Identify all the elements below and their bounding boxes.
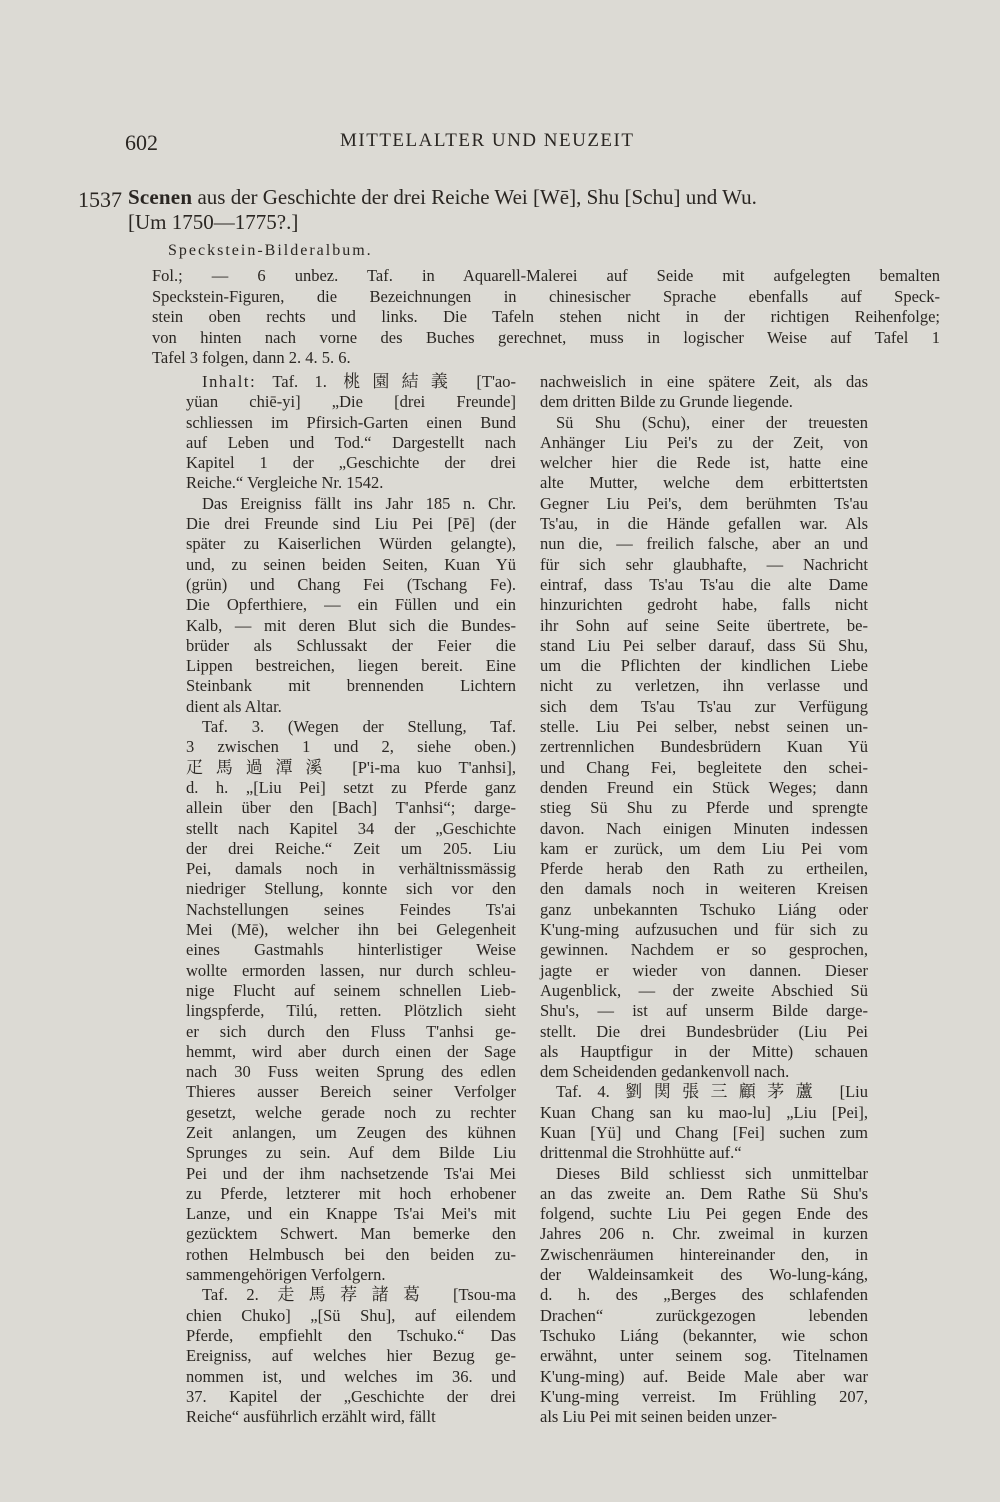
- text-line: [540, 433, 868, 453]
- text-line: [186, 616, 516, 636]
- text-run: dem Scheidenden gedankenvoll nach.: [540, 1062, 790, 1082]
- text-run: als Liu Pei mit seinen beiden unzer-: [540, 1407, 778, 1427]
- text-run: [Liu: [824, 1082, 869, 1102]
- text-run: Reiche“ ausführlich erzählt wird, fällt: [186, 1407, 436, 1427]
- text-line: [186, 575, 516, 595]
- text-line: [186, 636, 516, 656]
- text-run: an das zweite an. Dem Rathe Sü Shu's: [540, 1183, 868, 1203]
- text-run: erwähnt, unter seinem sog. Titelnamen: [540, 1346, 868, 1366]
- text-line: [186, 595, 516, 615]
- description-line: Speckstein-Figuren, die Bezeichnungen in chinesischer Sprache ebenfalls auf Speck-: [152, 286, 940, 306]
- text-run: Nachstellungen seines Feindes Ts'ai: [186, 899, 516, 919]
- text-line: [186, 433, 516, 453]
- text-run: ganz unbekannten Tschuko Liáng oder: [540, 899, 868, 919]
- text-run: Kapitel 1 der „Geschichte der drei: [186, 453, 516, 473]
- chinese-title: 疋馬過潭溪: [186, 757, 336, 778]
- text-line: [540, 1123, 868, 1143]
- text-line: [186, 1265, 516, 1285]
- text-run: hemmt, wird aber durch einen der Sage: [186, 1041, 516, 1061]
- text-line: [186, 920, 516, 940]
- entry-title-rest: aus der Geschichte der drei Reiche Wei [Wē], Shu [Schu] und Wu.: [192, 185, 757, 209]
- text-line: [186, 1326, 516, 1346]
- text-run: und, zu seinen beiden Seiten, Kuan Yü: [186, 554, 516, 574]
- text-run: der Waldeinsamkeit des Wo-lung-káng,: [540, 1265, 868, 1285]
- text-line: [186, 555, 516, 575]
- text-line: [540, 392, 868, 412]
- description-line: Tafel 3 folgen, dann 2. 4. 5. 6.: [152, 348, 351, 367]
- text-run: Reiche.“ Vergleiche Nr. 1542.: [186, 473, 384, 493]
- text-run: er sich durch den Fluss T'anhsi ge-: [186, 1021, 516, 1041]
- text-run: gewinnen. Nachdem er so gesprochen,: [540, 940, 868, 960]
- text-run: Steinbank mit brennenden Lichtern: [186, 676, 516, 696]
- text-run: Zeit anlangen, um Zeugen des kühnen: [186, 1122, 516, 1142]
- text-run: gezücktem Schwert. Man bemerke den: [186, 1224, 516, 1244]
- text-run: Das Ereigniss fällt ins Jahr 185 n. Chr.: [202, 493, 516, 513]
- chinese-title: 走馬荐諸葛: [277, 1285, 435, 1306]
- text-run: Anhänger Liu Pei's zu der Zeit, von: [540, 432, 868, 452]
- text-run: 37. Kapitel der „Geschichte der drei: [186, 1386, 516, 1406]
- text-run: stellt nach Kapitel 34 der „Geschichte: [186, 818, 516, 838]
- text-line: [540, 1245, 868, 1265]
- paragraph: [186, 494, 516, 717]
- text-line: [540, 616, 868, 636]
- text-run: schliessen im Pfirsich-Garten einen Bund: [186, 412, 516, 432]
- text-run: [T'ao-: [460, 372, 516, 391]
- text-line: [186, 1204, 516, 1224]
- paragraph: [186, 1285, 516, 1427]
- text-run: Drachen“ zurückgezogen lebenden: [540, 1305, 868, 1325]
- text-run: kam er zurück, um dem Liu Pei vom: [540, 838, 868, 858]
- text-run: dient als Altar.: [186, 696, 282, 716]
- text-run: zertrennlichen Bundesbrüdern Kuan Yü: [540, 737, 868, 757]
- paragraph: [186, 717, 516, 1285]
- text-run: auf Leben und Tod.“ Dargestellt nach: [186, 432, 516, 452]
- text-line: [540, 819, 868, 839]
- text-run: d. h. „[Liu Pei] setzt zu Pferde ganz: [186, 777, 516, 797]
- text-run: nige Flucht auf seinem schnellen Lieb-: [186, 980, 516, 1000]
- text-run: folgend, suchte Liu Pei gegen Ende des: [540, 1204, 868, 1224]
- description-line: stein oben rechts und links. Die Tafeln stehen nicht in der richtigen Reihenfolge;: [152, 307, 940, 326]
- text-run: stand Liu Pei selber darauf, dass Sü Shu,: [540, 635, 868, 655]
- text-run: Jahres 206 n. Chr. zweimal in kurzen: [540, 1224, 868, 1244]
- text-line: [540, 1062, 868, 1082]
- text-run: wollte ermorden lassen, nur durch schleu-: [186, 960, 516, 980]
- text-run: Pferde, empfiehlt den Tschuko.“ Das: [186, 1325, 516, 1345]
- text-run: Pei, damals noch in verhältnissmässig: [186, 859, 516, 879]
- text-run: sammengehörigen Verfolgern.: [186, 1265, 386, 1285]
- description-line: von hinten nach vorne des Buches gerechnet, muss in logischer Weise auf Tafel 1: [152, 327, 940, 347]
- text-run: K'ung-ming aufzusuchen und für sich zu: [540, 920, 868, 940]
- text-line: [540, 1103, 868, 1123]
- text-run: jagte er wieder von dannen. Dieser: [540, 960, 868, 980]
- text-line: [186, 697, 516, 717]
- text-run: lingspferde, Tilú, retten. Plötzlich sieht: [186, 1001, 516, 1021]
- text-run: ihr Sohn auf seine Seite übertrete, be-: [540, 615, 868, 635]
- text-run: Thieres ausser Bereich seiner Verfolger: [186, 1082, 516, 1102]
- text-line: [186, 981, 516, 1001]
- right-column: [540, 372, 868, 1427]
- text-line: [186, 839, 516, 859]
- text-line: [186, 1143, 516, 1163]
- text-run: Ts'au, in die Hände gefallen war. Als: [540, 514, 868, 534]
- text-line: [540, 900, 868, 920]
- text-run: Taf. 1.: [256, 372, 344, 391]
- text-line: [186, 413, 516, 433]
- text-run: und Chang Fei, begleitete den schei-: [540, 757, 868, 777]
- text-run: Lippen bestreichen, liegen bereit. Eine: [186, 656, 516, 676]
- text-line: [540, 595, 868, 615]
- text-run: Pferde herab den Rath zu ertheilen,: [540, 859, 868, 879]
- text-run: Taf. 3. (Wegen der Stellung, Taf.: [202, 717, 516, 737]
- spaced-label: Inhalt:: [202, 372, 257, 391]
- paragraph: [540, 1082, 868, 1163]
- text-line: [186, 1224, 516, 1244]
- text-line: [186, 778, 516, 798]
- text-line: [540, 1326, 868, 1346]
- text-line: [186, 819, 516, 839]
- text-line: [540, 494, 868, 514]
- text-line: [186, 961, 516, 981]
- text-line: [540, 514, 868, 534]
- text-run: [Tsou-ma: [434, 1285, 516, 1305]
- text-line: [186, 1022, 516, 1042]
- text-run: brüder als Schlussakt der Feier die: [186, 635, 516, 655]
- entry-title: [128, 185, 848, 235]
- text-line: [186, 494, 516, 514]
- running-head: MITTELALTER UND NEUZEIT: [340, 130, 635, 151]
- left-column: [186, 372, 516, 1427]
- text-line: [540, 1306, 868, 1326]
- text-line: [540, 758, 868, 778]
- text-line: [186, 656, 516, 676]
- text-line: [540, 697, 868, 717]
- text-run: nachweislich in eine spätere Zeit, als das: [540, 372, 868, 391]
- text-run: nach 30 Fuss weiten Sprung des edlen: [186, 1062, 516, 1082]
- text-run: Sü Shu (Schu), einer der treuesten: [556, 412, 868, 432]
- text-run: chien Chuko] „[Sü Shu], auf eilendem: [186, 1305, 516, 1325]
- text-run: allein über den [Bach] T'anhsi“; darge-: [186, 798, 516, 818]
- text-run: Kalb, — mit deren Blut sich die Bundes-: [186, 615, 516, 635]
- text-line: [540, 1042, 868, 1062]
- text-line: [540, 879, 868, 899]
- text-run: um die Pflichten der kindlichen Liebe: [540, 656, 868, 676]
- text-line: [540, 778, 868, 798]
- text-run: Zwischenräumen hintereinander den, in: [540, 1244, 868, 1264]
- text-line: [186, 392, 516, 412]
- text-line: [540, 940, 868, 960]
- text-line: [186, 1082, 516, 1102]
- text-line: [540, 636, 868, 656]
- text-line: [540, 1285, 868, 1305]
- text-run: Shu's, — ist auf unserm Bilde darge-: [540, 1001, 868, 1021]
- text-run: hinzurichten gedroht habe, falls nicht: [540, 595, 868, 615]
- text-line: [186, 1001, 516, 1021]
- paragraph: [186, 372, 516, 494]
- text-line: [186, 534, 516, 554]
- text-line: [186, 1387, 516, 1407]
- text-line: [540, 1346, 868, 1366]
- text-line: [186, 717, 516, 737]
- paragraph: [540, 372, 868, 413]
- text-run: nun die, — freilich falsche, aber an und: [540, 534, 868, 554]
- text-run: Augenblick, — der zweite Abschied Sü: [540, 980, 868, 1000]
- entry-description: [152, 266, 940, 369]
- text-line: [186, 758, 516, 778]
- chinese-title: 桃園結義: [343, 372, 461, 392]
- text-run: Mei (Mē), welcher ihn bei Gelegenheit: [186, 920, 516, 940]
- text-run: Dieses Bild schliesst sich unmittelbar: [556, 1163, 868, 1183]
- text-line: [186, 1164, 516, 1184]
- text-line: [186, 737, 516, 757]
- text-run: Kuan [Yü] und Chang [Fei] suchen zum: [540, 1122, 868, 1142]
- text-run: Die Opferthiere, — ein Füllen und ein: [186, 595, 516, 615]
- text-run: zu Pferde, letzterer mit hoch erhobener: [186, 1183, 516, 1203]
- text-line: [540, 961, 868, 981]
- entry-subtitle: Speckstein-Bilderalbum.: [168, 242, 373, 259]
- text-line: [186, 940, 516, 960]
- text-line: [540, 737, 868, 757]
- text-run: stellt. Die drei Bundesbrüder (Liu Pei: [540, 1021, 868, 1041]
- text-run: stieg Sü Shu zu Pferde und sprengte: [540, 798, 868, 818]
- text-run: der drei Reiche.“ Zeit um 205. Liu: [186, 838, 516, 858]
- text-run: Taf. 2.: [202, 1285, 278, 1305]
- text-line: [540, 920, 868, 940]
- paragraph: [540, 413, 868, 1083]
- text-line: [540, 1407, 868, 1427]
- text-run: als Hauptfigur in der Mitte) schauen: [540, 1041, 868, 1061]
- text-line: [186, 1184, 516, 1204]
- text-run: davon. Nach einigen Minuten indessen: [540, 818, 868, 838]
- text-line: [540, 453, 868, 473]
- text-line: [540, 717, 868, 737]
- text-line: [540, 1082, 868, 1102]
- entry-title-lead: Scenen: [128, 185, 193, 209]
- text-line: [186, 1245, 516, 1265]
- text-run: alte Mutter, welche dem erbittertsten: [540, 473, 868, 493]
- entry-title-date: [Um 1750—1775?.]: [128, 210, 299, 234]
- text-run: Taf. 4.: [556, 1082, 626, 1102]
- text-line: [186, 1285, 516, 1305]
- text-line: [540, 656, 868, 676]
- text-run: Ereigniss, auf welches hier Bezug ge-: [186, 1346, 516, 1366]
- text-line: [540, 555, 868, 575]
- text-line: [186, 1346, 516, 1366]
- text-run: niedriger Stellung, konnte sich vor den: [186, 879, 516, 899]
- text-run: welcher hier die Rede ist, hatte eine: [540, 453, 868, 473]
- text-run: Tschuko Liáng (bekannter, wie schon: [540, 1325, 868, 1345]
- text-line: [540, 1367, 868, 1387]
- text-line: [540, 473, 868, 493]
- text-run: für sich sehr glaubhafte, — Nachricht: [540, 554, 868, 574]
- text-run: den damals noch in weiteren Kreisen: [540, 879, 868, 899]
- text-run: Die drei Freunde sind Liu Pei [Pē] (der: [186, 514, 516, 534]
- text-run: Lanze, und ein Knappe Ts'ai Mei's mit: [186, 1204, 516, 1224]
- description-line: Fol.; — 6 unbez. Taf. in Aquarell-Malerei auf Seide mit aufgelegten bemalten: [152, 266, 940, 285]
- text-line: [186, 1042, 516, 1062]
- text-line: [186, 1103, 516, 1123]
- text-line: [186, 1367, 516, 1387]
- text-line: [186, 676, 516, 696]
- paragraph: [540, 1164, 868, 1428]
- text-run: Sprunges zu sein. Auf dem Bilde Liu: [186, 1143, 516, 1163]
- text-run: yüan chiē-yi] „Die [drei Freunde]: [186, 392, 516, 412]
- text-run: drittenmal die Strohhütte auf.“: [540, 1143, 742, 1163]
- text-line: [540, 372, 868, 392]
- text-run: (grün) und Chang Fei (Tschang Fe).: [186, 574, 516, 594]
- text-run: K'ung-ming) auf. Beide Male aber war: [540, 1366, 868, 1386]
- text-line: [186, 1407, 516, 1427]
- text-run: gesetzt, welche gerade noch zu rechter: [186, 1102, 516, 1122]
- text-run: Gegner Liu Pei's, dem berühmten Ts'au: [540, 493, 868, 513]
- text-run: später zu Kaiserlichen Würden gelangte),: [186, 534, 516, 554]
- text-run: 3 zwischen 1 und 2, siehe oben.): [186, 737, 516, 757]
- text-line: [540, 1387, 868, 1407]
- entry-number: 1537: [78, 187, 122, 212]
- text-line: [186, 859, 516, 879]
- text-line: [540, 1224, 868, 1244]
- text-line: [540, 1204, 868, 1224]
- text-line: [186, 1306, 516, 1326]
- text-run: sich dem Ts'au Ts'au zur Verfügung: [540, 696, 868, 716]
- text-run: denden Freund ein Stück Weges; dann: [540, 777, 868, 797]
- text-line: [540, 798, 868, 818]
- text-run: K'ung-ming verreist. Im Frühling 207,: [540, 1386, 868, 1406]
- text-run: rothen Helmbusch bei den beiden zu-: [186, 1244, 516, 1264]
- text-line: [540, 859, 868, 879]
- text-line: [186, 879, 516, 899]
- text-run: [P'i-ma kuo T'anhsi],: [335, 757, 517, 777]
- text-line: [540, 981, 868, 1001]
- page-header: [125, 130, 885, 160]
- text-line: [186, 1123, 516, 1143]
- text-line: [540, 1164, 868, 1184]
- text-run: Pei und der ihm nachsetzende Ts'ai Mei: [186, 1163, 516, 1183]
- text-run: eines Gastmahls hinterlistiger Weise: [186, 940, 516, 960]
- text-run: nommen ist, und welches im 36. und: [186, 1366, 516, 1386]
- text-run: Kuan Chang san ku mao-lu] „Liu [Pei],: [540, 1102, 868, 1122]
- text-line: [186, 372, 516, 392]
- text-line: [540, 575, 868, 595]
- text-line: [540, 1022, 868, 1042]
- text-line: [186, 473, 516, 493]
- text-run: stelle. Liu Pei selber, nebst seinen un-: [540, 717, 868, 737]
- text-run: d. h. des „Berges des schlafenden: [540, 1285, 868, 1305]
- chinese-title: 劉関張三顧茅蘆: [625, 1082, 825, 1103]
- text-line: [540, 1143, 868, 1163]
- text-line: [540, 1265, 868, 1285]
- text-line: [186, 798, 516, 818]
- text-line: [540, 839, 868, 859]
- page-number: 602: [125, 130, 158, 155]
- text-line: [186, 900, 516, 920]
- text-run: eintraf, dass Ts'au Ts'au die alte Dame: [540, 574, 868, 594]
- text-line: [186, 514, 516, 534]
- text-run: dem dritten Bilde zu Grunde liegende.: [540, 392, 793, 412]
- text-line: [540, 1184, 868, 1204]
- text-line: [186, 453, 516, 473]
- text-line: [186, 1062, 516, 1082]
- text-line: [540, 676, 868, 696]
- text-line: [540, 1001, 868, 1021]
- text-line: [540, 534, 868, 554]
- text-line: [540, 413, 868, 433]
- text-run: nicht zu verletzen, ihn verlasse und: [540, 676, 868, 696]
